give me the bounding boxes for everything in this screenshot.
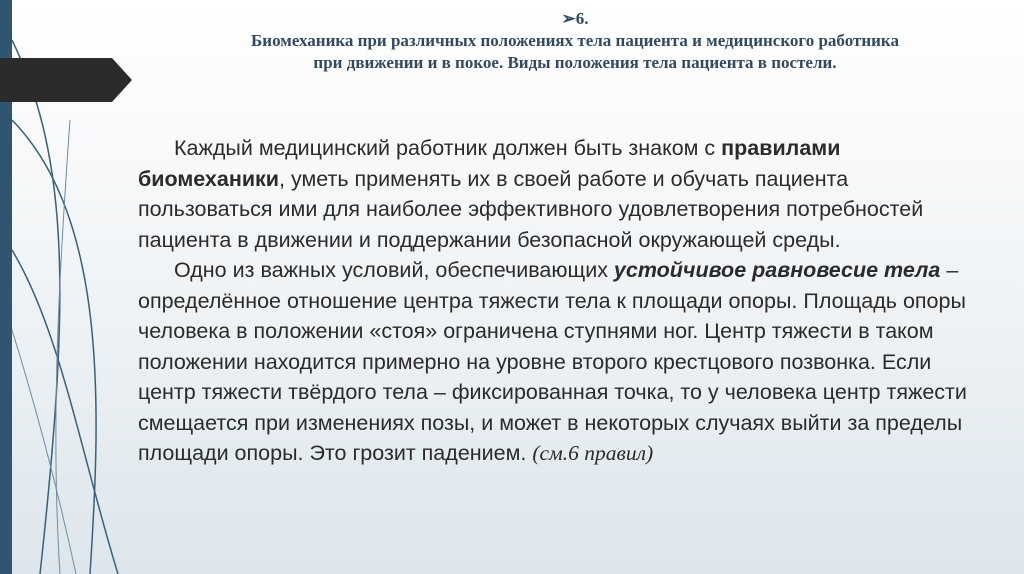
paragraph-2-bold-italic: устойчивое равновесие тела [613,258,941,282]
paragraph-1-text-end: , уметь применять их в своей работе и обучать пациента пользоваться ими для наиболее эффективного удовлетворения потребностей пациента в движении и поддержании безопасной окружающей среды. [138,166,924,252]
paragraph-2 [138,255,968,469]
slide-body [138,133,968,469]
paragraph-2-text-end: – определённое отношение центра тяжести тела к площади опоры. Площадь опоры человека в положении «стоя» ограничена ступнями ног. Центр тяжести в таком положении находится примерно на уровне второго крестцового позвонка. Если центр тяжести твёрдого тела – фиксированная точка, то у человека центр тяжести смещается при изменениях позы, и может в некоторых случаях выйти за пределы площади опоры. Это грозит падением. [138,258,967,465]
title-line-2: при движении и в покое. Виды положения тела пациента в постели. [313,53,837,72]
arrow-tab-shape [0,58,140,102]
slide-title [150,8,1000,74]
paragraph-1-text-start: Каждый медицинский работник должен быть знаком с [174,136,722,160]
title-number: ➢6. [561,9,589,28]
paragraph-2-text-start: Одно из важных условий, обеспечивающих [174,258,614,282]
paragraph-1 [138,133,968,255]
title-line-1: Биомеханика при различных положениях тела пациента и медицинского работника [251,31,899,50]
paragraph-1-bold: правилами биомеханики [138,136,841,191]
rules-reference: (см.6 правил) [532,441,654,465]
